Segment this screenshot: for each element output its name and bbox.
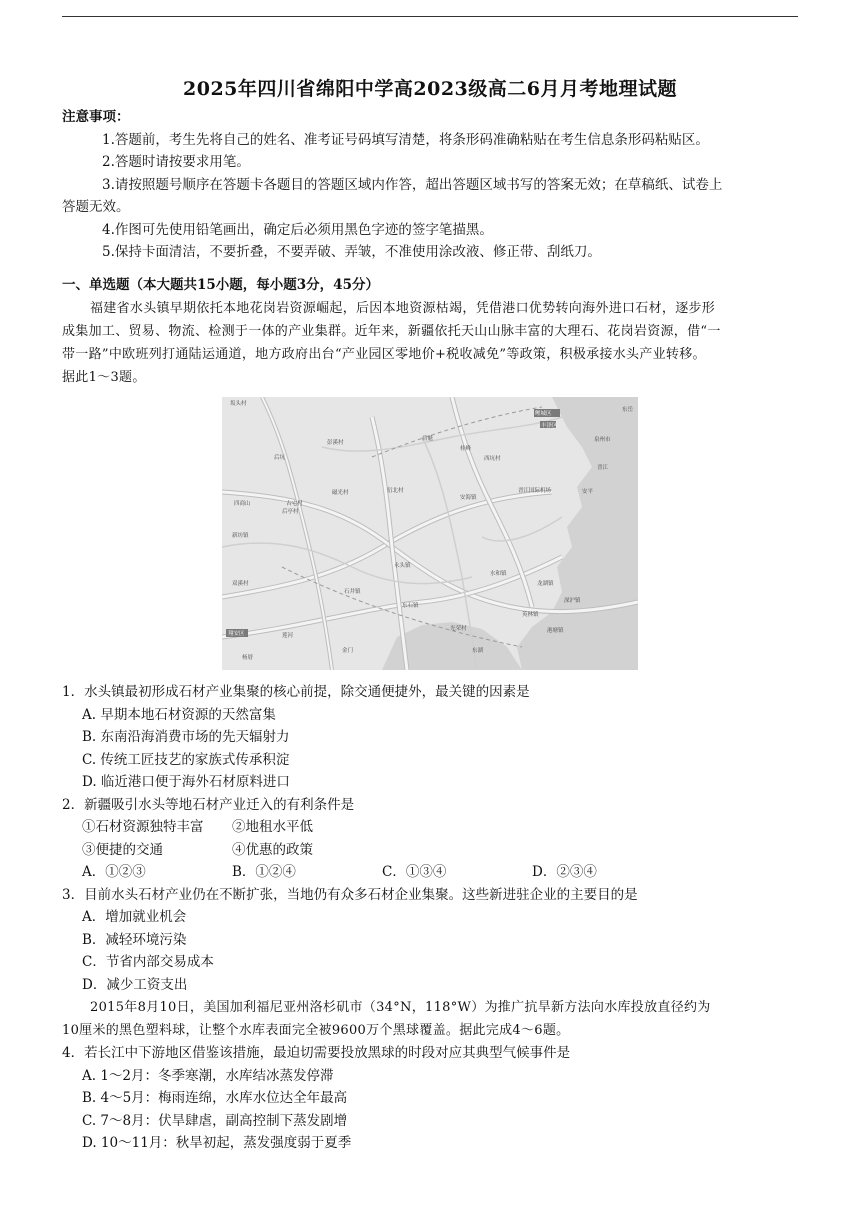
map-graphic (222, 397, 638, 670)
statement: ④优惠的政策 (232, 841, 313, 858)
option: D. 临近港口便于海外石材原料进口 (82, 774, 290, 790)
option: B．①②④ (232, 864, 296, 880)
map-label: 安海镇 (460, 495, 477, 501)
map-label: 磁光村 (332, 490, 349, 496)
map-label: 东石镇 (402, 603, 419, 609)
passage-line: 2015年8月10日，美国加利福尼亚州洛杉矶市（34°N，118°W）为推广抗旱新方法向水库投放直径约为 (90, 1000, 711, 1015)
map-label: 杨厝 (242, 655, 254, 661)
section-heading: 一、单选题（本大题共15小题，每小题3分，45分） (62, 277, 379, 293)
question-stem: 4．若长江中下游地区借鉴该措施，最迫切需要投放黑球的时段对应其典型气候事件是 (62, 1045, 571, 1061)
map-label: 后亭村 (282, 509, 299, 515)
map-label: 桂峰 (460, 446, 472, 452)
questions-block (62, 681, 802, 1155)
map-label: 晋江 (597, 465, 609, 471)
passage-line: 带一路”中欧班列打通陆运通道，地方政府出台“产业园区零地价+税收减免”等政策，积极承接水头产业转移。 (62, 346, 706, 362)
map-label: 翔安区 (228, 631, 245, 637)
map-label: 坂头村 (230, 401, 247, 407)
map-label: 泉州市 (594, 437, 611, 443)
map-label: 东岳 (622, 407, 634, 413)
notice-item-continued: 答题无效。 (62, 199, 130, 215)
map-label: 西坑村 (484, 456, 501, 462)
map-label: 港塘镇 (547, 628, 564, 634)
option: B. 4～5月：梅雨连绵，水库水位达全年最高 (82, 1090, 348, 1106)
map-label: 金门 (342, 648, 354, 654)
map-label: 安平 (582, 489, 594, 495)
option: C. 传统工匠技艺的家族式传承积淀 (82, 751, 290, 768)
statement: ②地租水平低 (232, 819, 313, 835)
question-3 (62, 884, 802, 997)
question-stem: 1．水头镇最初形成石材产业集聚的核心前提，除交通便捷外，最关键的因素是 (62, 684, 530, 700)
top-rule (62, 16, 798, 17)
map-label: 东湖 (472, 648, 484, 654)
map-label: 深沪镇 (564, 598, 581, 604)
map-label: 丰泽区 (541, 423, 558, 429)
notice-item: 4.作图可先使用铅笔画出，确定后必须用黑色字迹的签字笔描黑。 (102, 221, 493, 238)
passage-line: 成集加工、贸易、物流、检测于一体的产业集群。近年来，新疆依托天山山脉丰富的大理石、花岗岩资源，借“一 (62, 323, 721, 339)
statement-row (62, 816, 802, 839)
question-4 (62, 1042, 802, 1155)
option: A. 1～2月：冬季寒潮，水库结冰蒸发停滞 (82, 1067, 334, 1084)
map-label: 光荣村 (450, 626, 467, 632)
map-label: 后坑 (274, 455, 286, 461)
section-single-choice (62, 274, 802, 389)
map-label: 四商山 (234, 501, 251, 507)
option: A. 早期本地石材资源的天然富集 (82, 706, 276, 723)
map-label: 衍北村 (387, 488, 404, 494)
map-label: 彭溪村 (327, 440, 344, 446)
question-stem: 3．目前水头石材产业仍在不断扩张，当地仍有众多石材企业集聚。这些新进驻企业的主要目的是 (62, 886, 638, 903)
map-label: 英林镇 (522, 612, 539, 618)
notice-item: 3.请按照题号顺序在答题卡各题目的答题区域内作答，超出答题区域书写的答案无效；在草稿纸、试卷上 (102, 176, 723, 193)
option: D. 10～11月：秋旱初起，蒸发强度弱于夏季 (82, 1135, 352, 1151)
region-map (222, 397, 638, 670)
option: A．增加就业机会 (82, 909, 187, 925)
notice-item: 5.保持卡面清洁，不要折叠，不要弄破、弄皱，不准使用涂改液、修正带、刮纸刀。 (102, 244, 601, 260)
map-label: 永头镇 (394, 563, 411, 569)
map-label: 石井镇 (344, 589, 361, 595)
option: C．节省内部交易成本 (82, 954, 214, 970)
passage-line: 据此1～3题。 (62, 369, 146, 385)
option: A．①②③ (82, 864, 146, 880)
statement-row (62, 839, 802, 862)
statement: ③便捷的交通 (82, 841, 163, 858)
map-label: 莲河 (282, 633, 294, 639)
option: C．①③④ (382, 864, 447, 880)
option: D．减少工资支出 (82, 976, 188, 993)
option: C. 7～8月：伏旱肆虐，副高控制下蒸发剧增 (82, 1112, 348, 1129)
map-label: 鲤城区 (535, 411, 552, 417)
passage-2 (62, 996, 802, 1042)
option-row (62, 861, 802, 884)
map-label: 新坊镇 (232, 533, 249, 539)
option: D．②③④ (532, 864, 597, 880)
statement: ①石材资源独特丰富 (82, 819, 204, 835)
passage-line: 福建省水头镇早期依托本地花岗岩资源崛起，后因本地资源枯竭，凭借港口优势转向海外进口石材，逐步形 (90, 300, 716, 316)
notice-heading: 注意事项： (62, 109, 130, 125)
notice-item: 2.答题时请按要求用笔。 (102, 154, 250, 170)
notice-section (62, 106, 802, 264)
question-1 (62, 681, 802, 794)
option: B．减轻环境污染 (82, 931, 187, 948)
map-label: 龙湖镇 (537, 581, 554, 587)
option: B. 东南沿海消费市场的先天辐射力 (82, 729, 290, 745)
notice-item: 1.答题前，考生先将自己的姓名、准考证号码填写清楚，将条形码准确粘贴在考生信息条形码粘贴区。 (102, 131, 709, 148)
map-label: 水和镇 (490, 571, 507, 577)
map-label: 双溪村 (232, 581, 249, 587)
page-title: 2025年四川省绵阳中学高2023级高二6月月考地理试题 (183, 78, 677, 100)
map-label: 晋江国际机场 (518, 488, 552, 494)
map-label: 古宅村 (286, 501, 303, 507)
question-stem: 2．新疆吸引水头等地石材产业迁入的有利条件是 (62, 796, 355, 813)
map-label: 后魁 (422, 436, 434, 442)
passage-line: 10厘米的黑色塑料球，让整个水库表面完全被9600万个黑球覆盖。据此完成4～6题。 (62, 1023, 570, 1038)
question-2 (62, 794, 802, 884)
